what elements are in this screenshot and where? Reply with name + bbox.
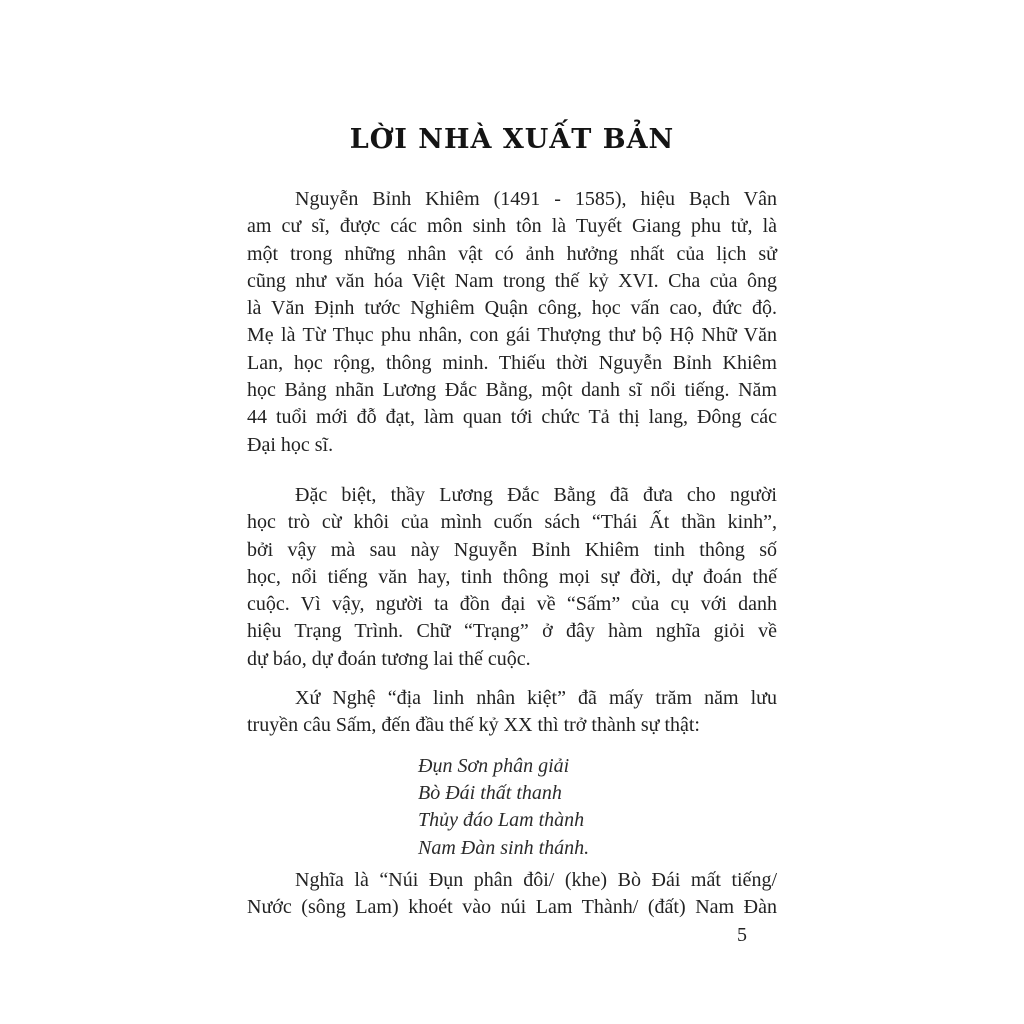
- text-line: Nam Đàn sinh thánh.: [418, 836, 590, 859]
- text-line: am cư sĩ, được các môn sinh tôn là Tuyết Giang phu tử, là: [247, 215, 777, 238]
- text-line: hiệu Trạng Trình. Chữ “Trạng” ở đây hàm nghĩa giỏi về: [247, 620, 777, 643]
- paragraph: [247, 867, 777, 922]
- text-line: Đại học sĩ.: [247, 433, 334, 456]
- text-line: bởi vậy mà sau này Nguyễn Bỉnh Khiêm tinh thông số: [247, 538, 777, 561]
- text-line: Thủy đáo Lam thành: [418, 809, 585, 832]
- text-line: Nước (sông Lam) khoét vào núi Lam Thành/ (đất) Nam Đàn: [247, 896, 777, 919]
- paragraph: [247, 482, 777, 673]
- page-title: LỜI NHÀ XUẤT BẢN: [349, 124, 675, 155]
- text-line: Xứ Nghệ “địa linh nhân kiệt” đã mấy trăm năm lưu: [295, 687, 777, 710]
- page-body: [247, 186, 777, 921]
- text-line: Bò Đái thất thanh: [418, 781, 562, 804]
- text-line: Đụn Sơn phân giải: [418, 754, 570, 777]
- text-line: truyền câu Sấm, đến đầu thế kỷ XX thì trở thành sự thật:: [247, 714, 700, 737]
- page-number: 5: [737, 924, 747, 946]
- text-line: học, nổi tiếng văn hay, tinh thông mọi sự đời, dự đoán thế: [247, 565, 777, 588]
- text-line: Lan, học rộng, thông minh. Thiếu thời Nguyễn Bỉnh Khiêm: [247, 351, 777, 374]
- text-line: 44 tuổi mới đỗ đạt, làm quan tới chức Tả thị lang, Đông các: [247, 406, 777, 429]
- text-line: học trò cừ khôi của mình cuốn sách “Thái Ất thần kinh”,: [247, 511, 777, 534]
- text-line: một trong những nhân vật có ảnh hưởng nhất của lịch sử: [247, 242, 777, 265]
- text-line: cuộc. Vì vậy, người ta đồn đại về “Sấm” của cụ với danh: [247, 593, 777, 616]
- text-line: học Bảng nhãn Lương Đắc Bằng, một danh sĩ nổi tiếng. Năm: [247, 379, 777, 402]
- text-line: Nghĩa là “Núi Đụn phân đôi/ (khe) Bò Đái mất tiếng/: [295, 868, 777, 891]
- text-line: Nguyễn Bỉnh Khiêm (1491 - 1585), hiệu Bạch Vân: [295, 188, 777, 210]
- verse-block: [247, 753, 777, 862]
- text-line: dự báo, dự đoán tương lai thế cuộc.: [247, 647, 531, 670]
- paragraph: [247, 186, 777, 459]
- text-line: cũng như văn hóa Việt Nam trong thế kỷ XVI. Cha của ông: [247, 269, 777, 292]
- paragraph: [247, 685, 777, 740]
- text-line: Mẹ là Từ Thục phu nhân, con gái Thượng thư bộ Hộ Nhữ Văn: [247, 324, 777, 347]
- text-line: là Văn Định tước Nghiêm Quận công, học vấn cao, đức độ.: [247, 297, 777, 320]
- text-line: Đặc biệt, thầy Lương Đắc Bằng đã đưa cho người: [295, 483, 777, 506]
